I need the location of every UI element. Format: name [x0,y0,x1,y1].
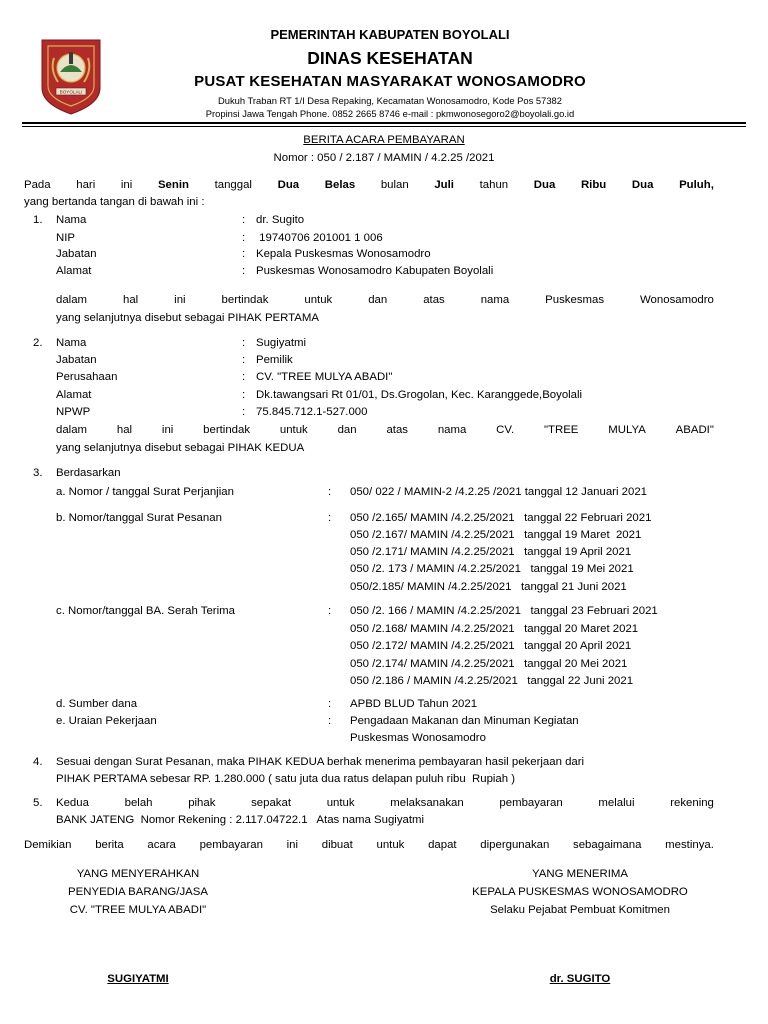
basis-item-d-label: d. Sumber dana [56,698,138,710]
party-1-value: Puskesmas Wonosamodro Kabupaten Boyolali [256,265,494,277]
party-2-value: Sugiyatmi [256,337,307,349]
point-4-line-2: PIHAK PERTAMA sebesar RP. 1.280.000 ( satu juta dua ratus delapan puluh ribu Rupiah ) [56,773,516,785]
basis-item-b-value: 050 /2.171/ MAMIN /4.2.25/2021 tanggal 19 April 2021 [350,546,632,558]
party-2-sep: : [242,389,246,401]
party-1-value: dr. Sugito [256,214,305,226]
party-2-sep: : [242,371,246,383]
basis-item-b-value: 050 /2.165/ MAMIN /4.2.25/2021 tanggal 22 Februari 2021 [350,512,652,524]
party-1-sep: : [242,248,246,260]
party-1-statement-line-2: yang selanjutnya disebut sebagai PIHAK PERTAMA [56,312,319,324]
closing-line: Demikian berita acara pembayaran ini dibuat untuk dapat dipergunakan sebagaimana mestinya. [24,839,714,851]
basis-item-c-value: 050 /2.172/ MAMIN /4.2.25/2021 tanggal 20 April 2021 [350,640,632,652]
party-2-label: Alamat [56,389,92,401]
header-rule-thin [22,126,746,127]
header-address-line-1: Dukuh Traban RT 1/I Desa Repaking, Kecamatan Wonosamodro, Kode Pos 57382 [218,95,562,106]
party-2-label: Nama [56,337,87,349]
basis-item-a-value: 050/ 022 / MAMIN-2 /4.2.25 /2021 tanggal 12 Januari 2021 [350,486,647,498]
party-2-value: Dk.tawangsari Rt 01/01, Ds.Grogolan, Kec. Karanggede,Boyolali [256,389,583,401]
basis-item-d-sep: : [328,698,332,710]
point-5-line-2: BANK JATENG Nomor Rekening : 2.117.04722.1 Atas nama Sugiyatmi [56,814,425,826]
party-2-statement: dalam hal ini bertindak untuk dan atas nama CV. "TREE MULYA ABADI" [56,424,714,436]
party-1-statement: dalam hal ini bertindak untuk dan atas nama Puskesmas Wonosamodro [56,294,714,306]
basis-item-c-value: 050 /2.186 / MAMIN /4.2.25/2021 tanggal 22 Juni 2021 [350,675,634,687]
point-3-number: 3. [33,467,43,479]
party-1-sep: : [242,265,246,277]
point-5-number: 5. [33,797,43,809]
logo-motto: BOYOLALI [59,89,83,95]
basis-item-e-label: e. Uraian Pekerjaan [56,715,157,727]
document-title: BERITA ACARA PEMBAYARAN [303,134,465,146]
basis-item-e-value: Puskesmas Wonosamodro [350,732,486,744]
point-4-line-1: Sesuai dengan Surat Pesanan, maka PIHAK KEDUA berhak menerima pembayaran hasil pekerjaan dari [56,756,585,768]
basis-item-c-value: 050 /2. 166 / MAMIN /4.2.25/2021 tanggal 23 Februari 2021 [350,605,658,617]
party-2-value: Pemilik [256,354,293,366]
opening-line: Pada hari ini Senin tanggal Dua Belas bulan Juli tahun Dua Ribu Dua Puluh, [24,179,714,191]
basis-item-b-value: 050 /2.167/ MAMIN /4.2.25/2021 tanggal 19 Maret 2021 [350,529,642,541]
party-1-label: Nama [56,214,87,226]
basis-item-c-value: 050 /2.168/ MAMIN /4.2.25/2021 tanggal 20 Maret 2021 [350,623,639,635]
party-2-value: CV. "TREE MULYA ABADI" [256,371,393,383]
header-rule-thick [22,122,746,124]
opening-line-2: yang bertanda tangan di bawah ini : [24,196,205,208]
party-2-statement-line-2: yang selanjutnya disebut sebagai PIHAK KEDUA [56,442,305,454]
basis-item-d-value: APBD BLUD Tahun 2021 [350,698,478,710]
party-2-value: 75.845.712.1-527.000 [256,406,368,418]
basis-item-e-value: Pengadaan Makanan dan Minuman Kegiatan [350,715,579,727]
signature-right-name: dr. SUGITO [549,973,611,985]
party-1-label: Jabatan [56,248,97,260]
boyolali-crest-logo [40,38,102,116]
header-health-center: PUSAT KESEHATAN MASYARAKAT WONOSAMODRO [194,73,586,90]
basis-item-c-label: c. Nomor/tanggal BA. Serah Terima [56,605,235,617]
party-1-sep: : [242,232,246,244]
signature-right-line-2: KEPALA PUSKESMAS WONOSAMODRO [472,886,688,898]
basis-item-a-label: a. Nomor / tanggal Surat Perjanjian [56,486,234,498]
party-2-sep: : [242,406,246,418]
point-4-number: 4. [33,756,43,768]
basis-item-a-sep: : [328,486,332,498]
basis-item-b-value: 050 /2. 173 / MAMIN /4.2.25/2021 tanggal 19 Mei 2021 [350,563,634,575]
party-1-number: 1. [33,214,43,226]
party-2-label: Perusahaan [56,371,118,383]
basis-heading: Berdasarkan [56,467,121,479]
header-government: PEMERINTAH KABUPATEN BOYOLALI [270,27,510,42]
header-department: DINAS KESEHATAN [307,48,473,68]
party-1-label: NIP [56,232,75,244]
basis-item-b-label: b. Nomor/tanggal Surat Pesanan [56,512,222,524]
basis-item-e-sep: : [328,715,332,727]
party-2-label: NPWP [56,406,91,418]
party-2-number: 2. [33,337,43,349]
party-2-label: Jabatan [56,354,97,366]
point-5-line-1: Kedua belah pihak sepakat untuk melaksanakan pembayaran melalui rekening [56,797,714,809]
party-1-label: Alamat [56,265,92,277]
signature-right-line-1: YANG MENERIMA [532,868,628,880]
party-1-sep: : [242,214,246,226]
signature-right-line-3: Selaku Pejabat Pembuat Komitmen [490,904,670,916]
signature-left-line-2: PENYEDIA BARANG/JASA [68,886,208,898]
signature-left-line-1: YANG MENYERAHKAN [76,868,200,880]
document-number: Nomor : 050 / 2.187 / MAMIN / 4.2.25 /2021 [273,152,495,164]
party-1-value: 19740706 201001 1 006 [256,232,383,244]
basis-item-b-sep: : [328,512,332,524]
party-2-sep: : [242,337,246,349]
party-1-value: Kepala Puskesmas Wonosamodro [256,248,431,260]
header-address-line-2: Propinsi Jawa Tengah Phone. 0852 2665 8746 e-mail : pkmwonosegoro2@boyolali.go.id [205,108,575,119]
signature-left-line-3: CV. "TREE MULYA ABADI" [69,904,207,916]
basis-item-c-sep: : [328,605,332,617]
signature-left-name: SUGIYATMI [107,973,169,985]
basis-item-b-value: 050/2.185/ MAMIN /4.2.25/2021 tanggal 21 Juni 2021 [350,581,627,593]
basis-item-c-value: 050 /2.174/ MAMIN /4.2.25/2021 tanggal 20 Mei 2021 [350,658,628,670]
party-2-sep: : [242,354,246,366]
